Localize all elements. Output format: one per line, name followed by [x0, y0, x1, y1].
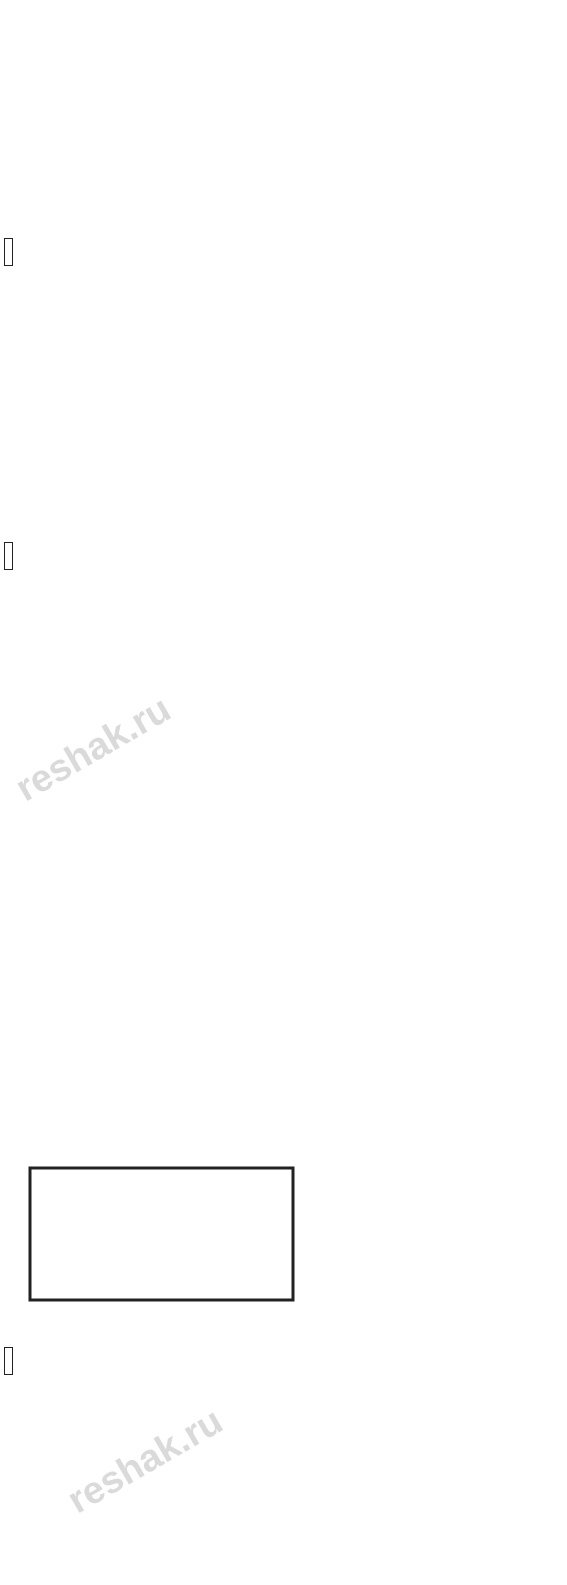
- watermark-stamp: reshak.ru: [8, 688, 178, 811]
- rectangle-drawing: [6, 1122, 368, 1328]
- task-8-number: [4, 542, 13, 570]
- task-7-number: [4, 238, 13, 266]
- task-9-number: [4, 1347, 13, 1375]
- watermark-stamp: reshak.ru: [60, 1400, 230, 1523]
- rectangle-shape: [30, 1168, 293, 1300]
